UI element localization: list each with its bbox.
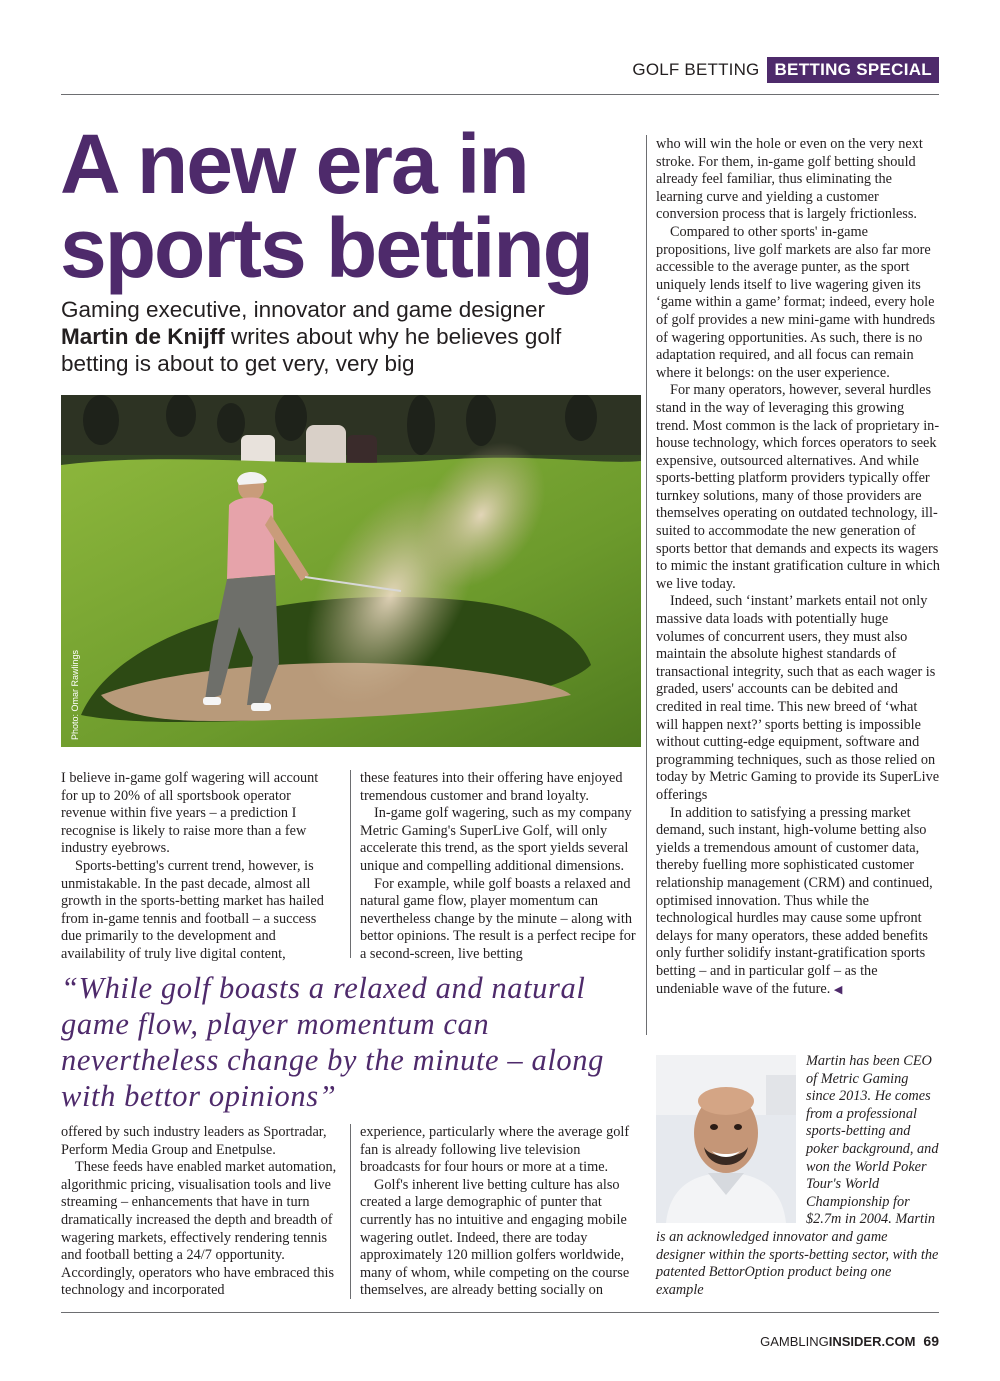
column-divider [646,135,647,1035]
paragraph: I believe in-game golf wagering will account for up to 20% of all sportsbook operator revenue within five years – a prediction I recognise is likely to raise more than a few industry eyebrows. [61,770,319,857]
standfirst [61,296,621,377]
column-divider [350,1124,351,1299]
paragraph: experience, particularly where the average golf fan is already following live television broadcasts for four hours or more at a time. [360,1124,630,1176]
paragraph: Compared to other sports' in-game propositions, live golf markets are also far more accessible to the average punter, as the sport uniquely lends itself to live wagering given its ‘game within a game’ format; indeed, every hole of golf provides a new mini-game with hundreds of wagering opportunities. As such, there is no adaptation required, and all focus can remain where it belongs: on the user experience. [656,223,936,381]
standfirst-intro: Gaming executive, innovator and game designer [61,297,546,322]
headline [60,117,635,295]
site-name-bold: INSIDER.COM [828,1333,916,1349]
pull-quote: “While golf boasts a relaxed and natural game flow, player momentum can nevertheless change by the minute – along with bettor opinions” [61,971,604,1113]
footer [760,1333,939,1349]
column-divider [350,770,351,958]
page-number: 69 [923,1333,939,1349]
paragraph: For many operators, however, several hurdles stand in the way of leveraging this growing trend. Most common is the lack of proprietary in-house technology, which forces operators to seek expensive, outsourced alternatives. And while sports-betting platform providers typically offer turnkey solutions, many of those providers are themselves operating on outdated technology, ill-suited to accommodate the new generation of sports bettor that demands and expects its wagers to mimic the instant gratification culture in which we live today. [656,382,940,592]
column-2-top [360,770,636,964]
column-1-top [61,770,331,964]
paragraph: These feeds have enabled market automation, algorithmic pricing, visualisation tools and live streaming – enhancements that have in turn dramatically increased the depth and breadth of wagering markets, effectively rendering tennis and football betting a 24/7 opportunity. Accordingly, operators who have embraced this technology and incorporated [61,1159,337,1299]
paragraph-text: In addition to satisfying a pressing market demand, such instant, high-volume betting also yields a tremendous amount of customer data, thereby fuelling more sophisticated customer relationship management (CRM) and continued, optimised innovation. Thus while the technological hurdles may cause some upfront delays for many operators, these added benefits only further solidify instant-gratification sports betting – and in particular golf – as the undeniable wave of the future. [656,804,933,997]
paragraph: Indeed, such ‘instant’ markets entail not only massive data loads with potentially huge volumes of concurrent users, they must also maintain the absolute highest standards of transactional integrity, such that as each wager is graded, users' accounts can be debited and credited in real time. This new breed of ‘what will happen next?’ sports betting is impossible without cutting-edge equipment, software and programming techniques, such as those relied on today by Metric Gaming to provide its SuperLive offerings [656,593,940,803]
site-name-prefix: GAMBLING [760,1333,829,1349]
bio-photo-spacer [656,1053,806,1224]
footer-rule [61,1312,939,1313]
standfirst-rest: writes about why he believes golf betting is about to get very, very big [61,324,562,376]
column-2-bottom [360,1124,636,1300]
section-badge: BETTING SPECIAL [767,57,939,83]
author-name: Martin de Knijff [61,324,225,349]
header-rule [61,94,939,95]
end-mark-icon: ◀ [833,983,843,996]
paragraph [656,805,940,1000]
photo-credit: Photo: Omar Rawlings [70,649,80,740]
column-3 [656,136,940,999]
headline-line-2: sports betting [60,201,592,295]
section-header [632,57,939,83]
paragraph: these features into their offering have enjoyed tremendous customer and brand loyalty. [360,770,623,804]
section-label: GOLF BETTING [632,60,760,79]
headline-line-1: A new era in [60,117,528,211]
author-bio [656,1053,940,1299]
paragraph: For example, while golf boasts a relaxed and natural game flow, player momentum can nevertheless change by the minute – along with bettor opinions. The result is a perfect recipe for a second-screen, live betting [360,875,636,962]
author-bio-text: Martin has been CEO of Metric Gaming since 2013. He comes from a professional sports-betting and poker background, and won the World Poker Tour's World Championship for $2.7m in 2004. Martin is an acknowledged innovator and game designer within the sports-betting sector, with the patented BettorOption product being one example [656,1053,939,1298]
paragraph: In-game golf wagering, such as my company Metric Gaming's SuperLive Golf, will only accelerate this trend, as the sport yields several unique and compelling additional dimensions. [360,805,632,874]
paragraph: who will win the hole or even on the very next stroke. For them, in-game golf betting should already feel familiar, thus eliminating the learning curve and yielding a customer conversion process that is largely frictionless. [656,136,923,223]
paragraph: Sports-betting's current trend, however, is unmistakable. In the past decade, almost all growth in the sports-betting market has hailed from in-game tennis and football – a success due primarily to the development and availability of truly live digital content, [61,857,324,962]
golfer-bunker-shot-photo [61,395,641,747]
column-1-bottom [61,1124,343,1300]
paragraph: offered by such industry leaders as Sportradar, Perform Media Group and Enetpulse. [61,1124,327,1158]
paragraph: Golf's inherent live betting culture has also created a large demographic of punter that currently has no intuitive and engaging mobile wagering outlet. Indeed, there are today approximately 120 million golfers worldwide, many of whom, while competing on the course themselves, are already betting socially on [360,1176,630,1299]
